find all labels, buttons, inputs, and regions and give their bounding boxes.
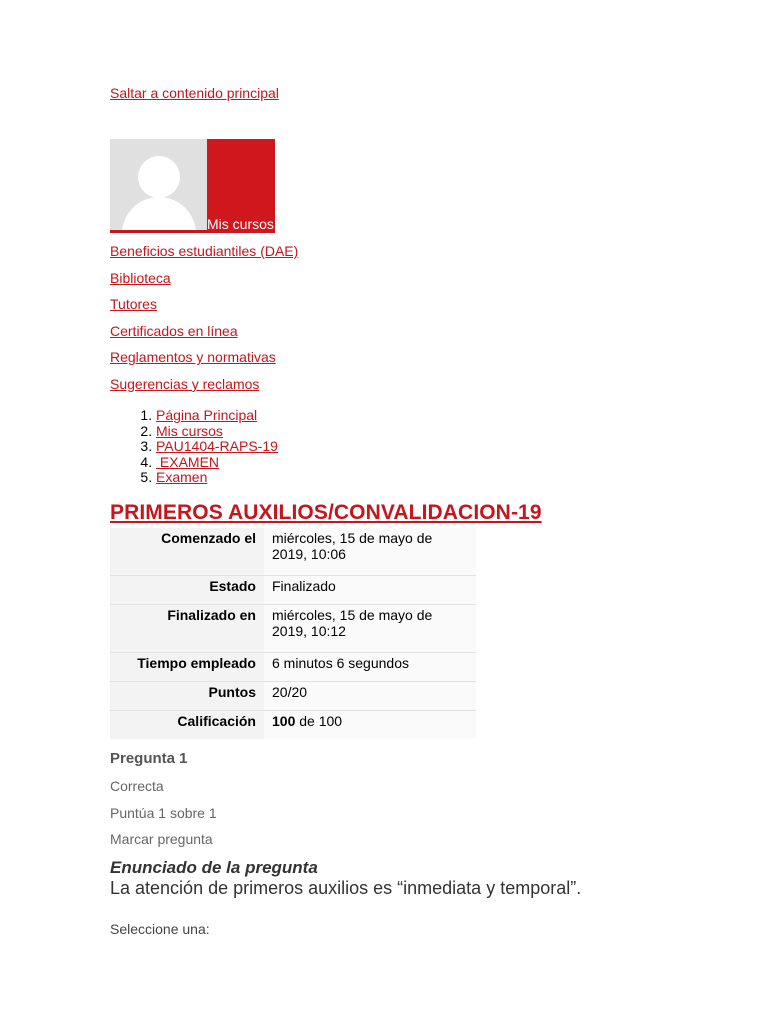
select-prompt: Seleccione una: (110, 921, 210, 937)
time-label: Tiempo empleado (110, 653, 264, 682)
link-biblioteca[interactable]: Biblioteca (110, 269, 171, 286)
link-sugerencias[interactable]: Sugerencias y reclamos (110, 375, 260, 392)
question-state: Correcta (110, 778, 164, 794)
table-row (110, 605, 476, 653)
user-avatar-icon[interactable] (110, 139, 207, 233)
user-menu (110, 139, 275, 233)
finished-label: Finalizado en (110, 605, 264, 653)
question-grade: Puntúa 1 sobre 1 (110, 805, 217, 821)
state-label: Estado (110, 576, 264, 605)
skip-to-content-link[interactable]: Saltar a contenido principal (110, 85, 279, 101)
table-row (110, 711, 476, 740)
table-row (110, 576, 476, 605)
grade-score: 100 (272, 713, 296, 729)
breadcrumb-section[interactable]: EXAMEN (156, 453, 220, 470)
flag-question-button[interactable]: Marcar pregunta (110, 831, 213, 847)
breadcrumb-quiz[interactable]: Examen (156, 469, 208, 485)
link-reglamentos[interactable]: Reglamentos y normativas (110, 349, 276, 366)
started-label: Comenzado el (110, 528, 264, 576)
table-row (110, 528, 476, 576)
state-value: Finalizado (264, 576, 476, 605)
grade-label: Calificación (110, 711, 264, 740)
breadcrumb-home[interactable]: Página Principal (156, 407, 258, 423)
finished-value: miércoles, 15 de mayo de 2019, 10:12 (264, 605, 476, 653)
table-row (110, 653, 476, 682)
breadcrumb-course[interactable]: PAU1404-RAPS-19 (156, 438, 278, 454)
table-row (110, 682, 476, 711)
breadcrumb-mis-cursos[interactable]: Mis cursos (156, 422, 223, 439)
question-text: La atención de primeros auxilios es “inmediata y temporal”. (110, 878, 582, 898)
mis-cursos-link[interactable]: Mis cursos (207, 216, 274, 232)
points-label: Puntos (110, 682, 264, 711)
page-title: PRIMEROS AUXILIOS/CONVALIDACION-19 (110, 501, 542, 524)
link-beneficios-dae[interactable]: Beneficios estudiantiles (DAE) (110, 243, 299, 259)
grade-total: de 100 (295, 713, 343, 729)
attempt-summary-table (110, 528, 476, 739)
breadcrumb (110, 408, 278, 486)
mis-cursos-tile[interactable] (207, 139, 275, 233)
link-tutores[interactable]: Tutores (110, 296, 157, 313)
grade-value (264, 711, 476, 740)
question-heading: Enunciado de la pregunta (110, 858, 318, 877)
quick-links (110, 243, 298, 403)
question-number: Pregunta 1 (110, 750, 188, 767)
time-value: 6 minutos 6 segundos (264, 653, 476, 682)
link-certificados[interactable]: Certificados en línea (110, 322, 238, 339)
started-value: miércoles, 15 de mayo de 2019, 10:06 (264, 528, 476, 576)
points-value: 20/20 (264, 682, 476, 711)
